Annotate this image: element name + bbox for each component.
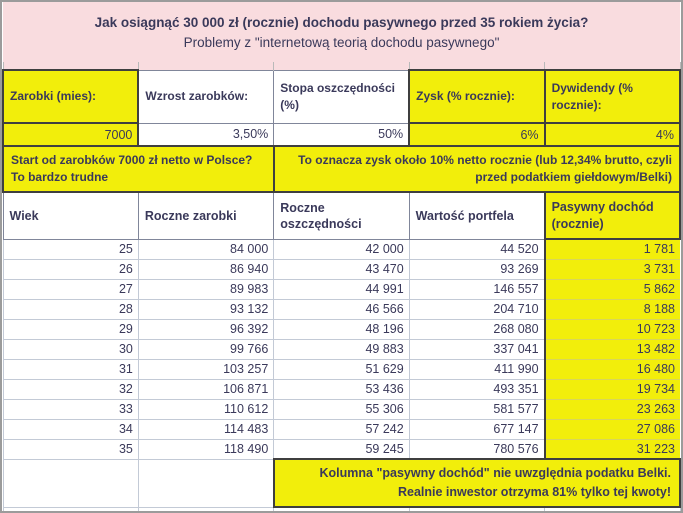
parameter-value-row [3,123,680,146]
data-cell: 59 245 [274,439,409,459]
data-cell: 268 080 [409,319,544,339]
data-cell: 49 883 [274,339,409,359]
data-cell: 110 612 [138,399,273,419]
param-value-cell: 4% [545,123,680,146]
page-title: Jak osiągnąć 30 000 zł (rocznie) dochodu pasywnego przed 35 rokiem życia? [94,14,589,30]
data-cell: 44 520 [409,239,544,259]
table-row [3,339,680,359]
param-label-cell: Stopa oszczędności (%) [274,70,409,123]
parameter-label-row [3,70,680,123]
param-label-cell: Zysk (% rocznie): [409,70,544,123]
empty-cell [3,459,138,507]
param-label-cell: Wzrost zarobków: [138,70,273,123]
age-cell: 27 [3,279,138,299]
empty-cell [409,507,544,511]
data-cell: 106 871 [138,379,273,399]
age-cell: 26 [3,259,138,279]
table-row [3,259,680,279]
column-header-cell: Wiek [3,192,138,239]
data-cell: 86 940 [138,259,273,279]
data-cell: 44 991 [274,279,409,299]
table-row [3,439,680,459]
spacer-cell [545,62,680,70]
spacer-row [3,62,680,70]
passive-income-table [2,2,681,511]
notes-row [3,146,680,192]
data-cell: 581 577 [409,399,544,419]
spacer-cell [3,62,138,70]
title-row [3,2,680,62]
table-row [3,319,680,339]
table-row [3,279,680,299]
data-cell: 411 990 [409,359,544,379]
data-cell: 1 781 [545,239,680,259]
data-cell: 114 483 [138,419,273,439]
age-cell: 28 [3,299,138,319]
partial-row [3,507,680,511]
data-cell: 55 306 [274,399,409,419]
spacer-cell [274,62,409,70]
empty-cell [545,507,680,511]
data-cell: 42 000 [274,239,409,259]
age-cell: 33 [3,399,138,419]
data-cell: 146 557 [409,279,544,299]
param-value-cell: 7000 [3,123,138,146]
data-cell: 89 983 [138,279,273,299]
data-cell: 93 132 [138,299,273,319]
page-subtitle: Problemy z "internetową teorią dochodu pasywnego" [183,34,500,50]
empty-cell [274,507,409,511]
age-cell: 32 [3,379,138,399]
data-cell: 118 490 [138,439,273,459]
data-cell: 53 436 [274,379,409,399]
table-row [3,239,680,259]
data-cell: 19 734 [545,379,680,399]
empty-cell [138,507,273,511]
data-cell: 46 566 [274,299,409,319]
data-cell: 84 000 [138,239,273,259]
data-cell: 780 576 [409,439,544,459]
data-cell: 93 269 [409,259,544,279]
spacer-cell [409,62,544,70]
data-cell: 3 731 [545,259,680,279]
column-header-cell: Roczne zarobki [138,192,273,239]
data-cell: 103 257 [138,359,273,379]
column-header-cell: Roczne oszczędności [274,192,409,239]
age-cell: 25 [3,239,138,259]
column-header-row [3,192,680,239]
data-cell: 51 629 [274,359,409,379]
data-cell: 31 223 [545,439,680,459]
table-row [3,379,680,399]
table-row [3,419,680,439]
column-header-cell: Wartość portfela [409,192,544,239]
data-cell: 16 480 [545,359,680,379]
data-cell: 99 766 [138,339,273,359]
data-cell: 57 242 [274,419,409,439]
data-cell: 493 351 [409,379,544,399]
age-cell: 30 [3,339,138,359]
data-cell: 337 041 [409,339,544,359]
param-label-cell: Zarobki (mies): [3,70,138,123]
data-cell: 48 196 [274,319,409,339]
data-cell: 13 482 [545,339,680,359]
table-row [3,359,680,379]
param-value-cell: 6% [409,123,544,146]
param-value-cell: 50% [274,123,409,146]
empty-cell [3,507,138,511]
data-cell: 23 263 [545,399,680,419]
data-cell: 43 470 [274,259,409,279]
param-label-cell: Dywidendy (% rocznie): [545,70,680,123]
age-cell: 35 [3,439,138,459]
data-cell: 677 147 [409,419,544,439]
footer-note-cell: Kolumna "pasywny dochód" nie uwzględnia podatku Belki. Realnie inwestor otrzyma 81% tylko tej kwoty! [274,459,680,507]
data-cell: 96 392 [138,319,273,339]
note-right-cell: To oznacza zysk około 10% netto rocznie (lub 12,34% brutto, czyli przed podatkiem giełdowym/Belki) [274,146,680,192]
table-row [3,299,680,319]
age-cell: 34 [3,419,138,439]
empty-cell [138,459,273,507]
data-cell: 8 188 [545,299,680,319]
column-header-cell: Pasywny dochód (rocznie) [545,192,680,239]
data-cell: 27 086 [545,419,680,439]
data-cell: 10 723 [545,319,680,339]
data-cell: 204 710 [409,299,544,319]
spacer-cell [138,62,273,70]
age-cell: 29 [3,319,138,339]
footer-row [3,459,680,507]
title-banner [3,2,680,62]
age-cell: 31 [3,359,138,379]
data-cell: 5 862 [545,279,680,299]
param-value-cell: 3,50% [138,123,273,146]
note-left-cell: Start od zarobków 7000 zł netto w Polsce? To bardzo trudne [3,146,274,192]
table-row [3,399,680,419]
